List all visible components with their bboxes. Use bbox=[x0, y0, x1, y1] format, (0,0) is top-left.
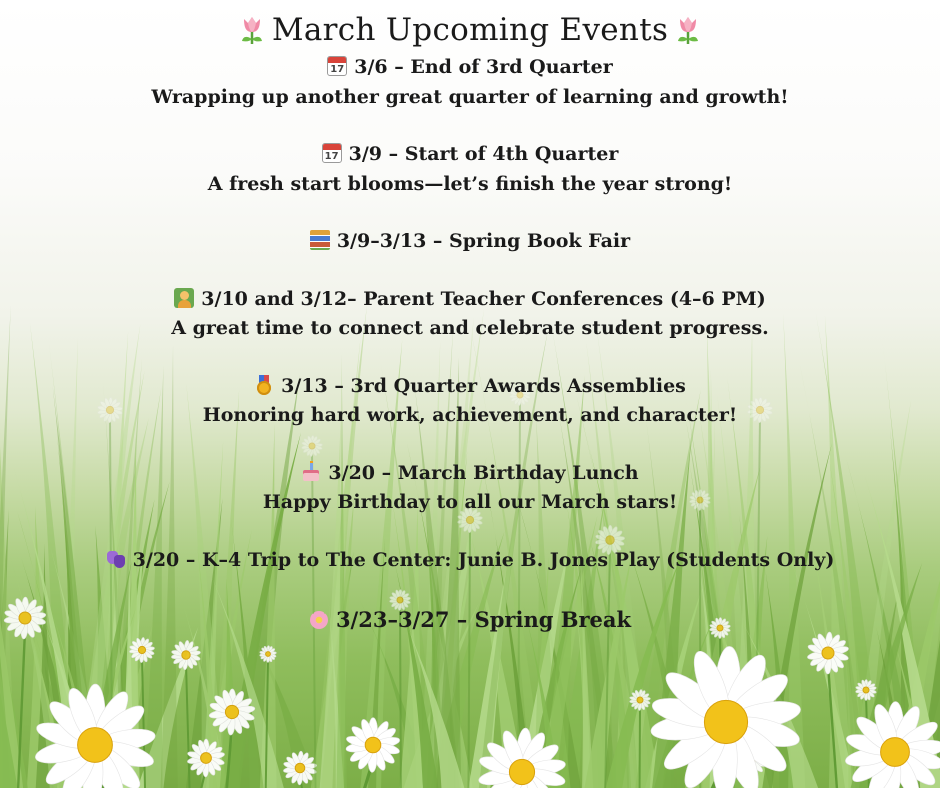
tulip-icon bbox=[674, 13, 702, 57]
calendar-icon bbox=[322, 143, 342, 163]
medal-icon bbox=[254, 375, 274, 395]
flyer-title: March Upcoming Events bbox=[271, 12, 669, 48]
event-heading-text: 3/6 – End of 3rd Quarter bbox=[354, 56, 613, 78]
cherry-blossom-icon bbox=[309, 610, 329, 630]
event-heading-text: 3/23–3/27 – Spring Break bbox=[335, 607, 632, 632]
event-heading bbox=[0, 606, 940, 634]
event-heading-text: 3/20 – March Birthday Lunch bbox=[328, 462, 639, 484]
event-heading bbox=[0, 372, 940, 400]
birthday-cake-icon bbox=[301, 462, 321, 482]
event-heading bbox=[0, 285, 940, 313]
event-heading-text: 3/9–3/13 – Spring Book Fair bbox=[336, 230, 631, 252]
event-heading-text: 3/20 – K–4 Trip to The Center: Junie B. Jones Play (Students Only) bbox=[132, 549, 835, 571]
event-detail: Wrapping up another great quarter of learning and growth! bbox=[151, 86, 789, 108]
event-heading bbox=[0, 459, 940, 487]
calendar-icon bbox=[327, 56, 347, 76]
theater-masks-icon bbox=[106, 549, 126, 569]
event-detail: A great time to connect and celebrate student progress. bbox=[171, 317, 769, 339]
event-heading-text: 3/9 – Start of 4th Quarter bbox=[348, 143, 619, 165]
flyer-title-row bbox=[0, 8, 940, 57]
event-detail: A fresh start blooms—let’s finish the year strong! bbox=[207, 173, 733, 195]
event-detail: Honoring hard work, achievement, and character! bbox=[202, 404, 738, 426]
event-heading bbox=[0, 53, 940, 81]
event-heading bbox=[0, 546, 940, 574]
books-icon bbox=[310, 230, 330, 250]
teacher-icon bbox=[174, 288, 194, 308]
event-detail: Happy Birthday to all our March stars! bbox=[262, 491, 678, 513]
event-heading-text: 3/13 – 3rd Quarter Awards Assemblies bbox=[281, 375, 686, 397]
tulip-icon bbox=[238, 13, 266, 57]
event-heading-text: 3/10 and 3/12– Parent Teacher Conferences (4–6 PM) bbox=[201, 288, 766, 310]
event-heading bbox=[0, 140, 940, 168]
event-heading bbox=[0, 227, 940, 255]
